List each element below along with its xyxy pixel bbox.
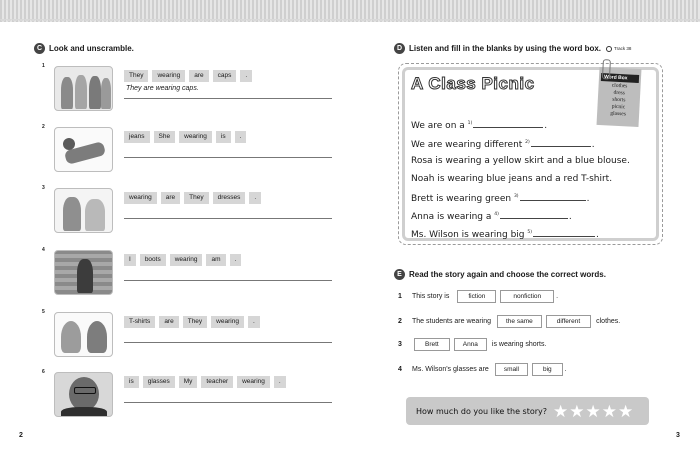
section-c-badge: C xyxy=(34,43,45,54)
exercise-number: 4 xyxy=(42,247,45,253)
word-chip: wearing xyxy=(237,376,270,388)
word-chip: . xyxy=(235,131,247,143)
exercise-number: 1 xyxy=(42,63,45,69)
word-chip: wearing xyxy=(179,131,212,143)
word-box-item: dress xyxy=(613,89,626,97)
word-chip: caps xyxy=(213,70,237,82)
blank-number: 4) xyxy=(494,212,499,217)
paperclip-icon xyxy=(602,59,611,79)
section-d-badge: D xyxy=(394,43,405,54)
story-line-5 xyxy=(411,192,589,204)
question-2 xyxy=(398,315,620,328)
option-nonfiction[interactable]: nonfiction xyxy=(500,290,554,303)
section-e-heading xyxy=(394,269,606,280)
blank-number: 1) xyxy=(467,121,473,126)
story-text: Rosa is wearing a yellow skirt and a blue blouse. xyxy=(411,156,630,166)
photo-teacher-glasses xyxy=(54,372,113,417)
story-punct: . xyxy=(586,194,590,204)
section-c-title: Look and unscramble. xyxy=(49,44,134,53)
question-end: clothes. xyxy=(596,318,621,325)
star-icon[interactable]: ★ xyxy=(569,401,585,421)
word-chip: I xyxy=(124,254,136,266)
story-line-2 xyxy=(411,138,595,150)
question-number: 1 xyxy=(398,293,402,300)
word-box xyxy=(597,67,642,127)
audio-cd-icon xyxy=(606,46,612,52)
word-chip: are xyxy=(159,316,178,328)
decorative-top-band xyxy=(0,0,700,22)
track-number: Track 38 xyxy=(614,46,632,51)
word-chip: . xyxy=(249,192,261,204)
word-chip: My xyxy=(179,376,198,388)
blank-number: 2) xyxy=(525,140,530,145)
option-different[interactable]: different xyxy=(546,315,591,328)
word-chip: teacher xyxy=(201,376,233,388)
exercise-4 xyxy=(40,247,300,301)
question-number: 3 xyxy=(398,341,402,348)
question-end: . xyxy=(556,293,559,300)
question-number: 4 xyxy=(398,366,402,373)
word-box-item: picnic xyxy=(611,103,626,111)
star-icon[interactable]: ★ xyxy=(601,401,618,421)
scrambled-words xyxy=(124,70,252,82)
photo-girl-boots xyxy=(54,250,113,295)
word-chip: am xyxy=(206,254,225,266)
word-chip: wearing xyxy=(152,70,185,82)
fill-blank[interactable] xyxy=(531,138,591,147)
option-the-same[interactable]: the same xyxy=(497,315,542,328)
exercise-number: 2 xyxy=(42,124,45,130)
story-line-7 xyxy=(411,228,599,240)
page-number-right: 3 xyxy=(676,432,680,439)
question-4 xyxy=(398,363,567,376)
exercise-number: 5 xyxy=(42,309,45,315)
story-punct: . xyxy=(591,140,595,150)
word-chip: She xyxy=(154,131,176,143)
word-box-item: shorts xyxy=(612,96,626,104)
section-c-heading xyxy=(34,43,134,54)
scrambled-words xyxy=(124,254,241,266)
section-d-title: Listen and fill in the blanks by using the word box. xyxy=(409,44,602,53)
story-line-1 xyxy=(411,119,547,131)
word-chip: . xyxy=(230,254,242,266)
answer-line[interactable] xyxy=(124,342,332,343)
exercise-1 xyxy=(40,63,300,117)
exercise-number: 6 xyxy=(42,369,45,375)
word-chip: They xyxy=(183,316,207,328)
question-end: is wearing shorts. xyxy=(491,341,547,348)
option-small[interactable]: small xyxy=(495,363,528,376)
question-text: Ms. Wilson's glasses are xyxy=(412,366,489,373)
option-fiction[interactable]: fiction xyxy=(457,290,496,303)
scrambled-words xyxy=(124,376,286,388)
exercise-6 xyxy=(40,369,300,423)
word-chip: are xyxy=(161,192,180,204)
word-chip: T-shirts xyxy=(124,316,155,328)
story-title: A Class Picnic xyxy=(411,74,535,93)
question-1 xyxy=(398,290,558,303)
word-chip: wearing xyxy=(211,316,244,328)
word-chip: glasses xyxy=(143,376,175,388)
exercise-3 xyxy=(40,185,300,239)
word-chip: . xyxy=(240,70,252,82)
question-text: This story is xyxy=(412,293,450,300)
story-text: Ms. Wilson is wearing big xyxy=(411,230,528,240)
story-line-6 xyxy=(411,210,572,222)
word-chip: They xyxy=(124,70,148,82)
exercise-number: 3 xyxy=(42,185,45,191)
answer-line[interactable] xyxy=(124,98,332,99)
fill-blank[interactable] xyxy=(533,228,595,237)
question-end: . xyxy=(564,366,567,373)
story-punct: . xyxy=(544,121,548,131)
photo-girls-dresses xyxy=(54,188,113,233)
rating-question: How much do you like the story? xyxy=(416,406,548,416)
scrambled-words xyxy=(124,316,260,328)
fill-blank[interactable] xyxy=(473,119,543,128)
story-line-4 xyxy=(411,174,612,184)
word-chip: boots xyxy=(140,254,166,266)
track-label[interactable] xyxy=(606,46,631,52)
word-chip: They xyxy=(184,192,208,204)
word-chip: wearing xyxy=(124,192,157,204)
scrambled-words xyxy=(124,131,246,143)
answer-text: They are wearing caps. xyxy=(126,85,199,92)
page-number-left: 2 xyxy=(19,432,23,439)
story-text: Anna is wearing a xyxy=(411,212,495,222)
answer-line[interactable] xyxy=(124,280,332,281)
story-text: We are wearing different xyxy=(411,140,526,150)
word-box-item: glasses xyxy=(610,110,627,118)
story-text: We are on a xyxy=(411,121,468,131)
section-e-badge: E xyxy=(394,269,405,280)
word-chip: dresses xyxy=(213,192,246,204)
question-text: The students are wearing xyxy=(412,318,491,325)
star-icon[interactable]: ★ xyxy=(585,401,601,421)
star-icon[interactable]: ★ xyxy=(618,401,634,421)
fill-blank[interactable] xyxy=(500,210,568,219)
story-rating-bar xyxy=(406,397,649,425)
story-text: Noah is wearing blue jeans and a red T-shirt. xyxy=(411,174,613,184)
story-line-3 xyxy=(411,156,630,166)
photo-kids-caps xyxy=(54,66,113,111)
exercise-5 xyxy=(40,309,300,363)
option-anna[interactable]: Anna xyxy=(454,338,487,351)
scrambled-words xyxy=(124,192,261,204)
option-big[interactable]: big xyxy=(532,363,563,376)
word-chip: is xyxy=(124,376,139,388)
story-punct: . xyxy=(596,230,599,240)
word-chip: are xyxy=(189,70,208,82)
word-chip: jeans xyxy=(124,131,150,143)
question-number: 2 xyxy=(398,318,402,325)
word-chip: . xyxy=(274,376,286,388)
answer-line[interactable] xyxy=(124,157,332,158)
blank-number: 5) xyxy=(527,230,532,235)
section-e-title: Read the story again and choose the correct words. xyxy=(409,270,606,279)
photo-kids-tshirts xyxy=(54,312,113,357)
star-icon[interactable]: ★ xyxy=(553,401,569,421)
answer-line[interactable] xyxy=(124,218,332,219)
word-chip: wearing xyxy=(170,254,203,266)
exercise-2 xyxy=(40,124,300,178)
photo-girl-jeans xyxy=(54,127,113,172)
option-brett[interactable]: Brett xyxy=(414,338,450,351)
story-punct: . xyxy=(568,212,572,222)
answer-line[interactable] xyxy=(124,402,332,403)
story-text: Brett is wearing green xyxy=(411,194,514,204)
story-box xyxy=(398,63,663,245)
question-3 xyxy=(398,338,546,351)
blank-number: 3) xyxy=(513,194,519,199)
word-chip: is xyxy=(216,131,231,143)
fill-blank[interactable] xyxy=(520,192,586,201)
section-d-heading xyxy=(394,43,631,54)
word-chip: . xyxy=(248,316,260,328)
word-box-title: Word Box xyxy=(601,73,639,83)
word-box-item: clothes xyxy=(611,82,628,90)
